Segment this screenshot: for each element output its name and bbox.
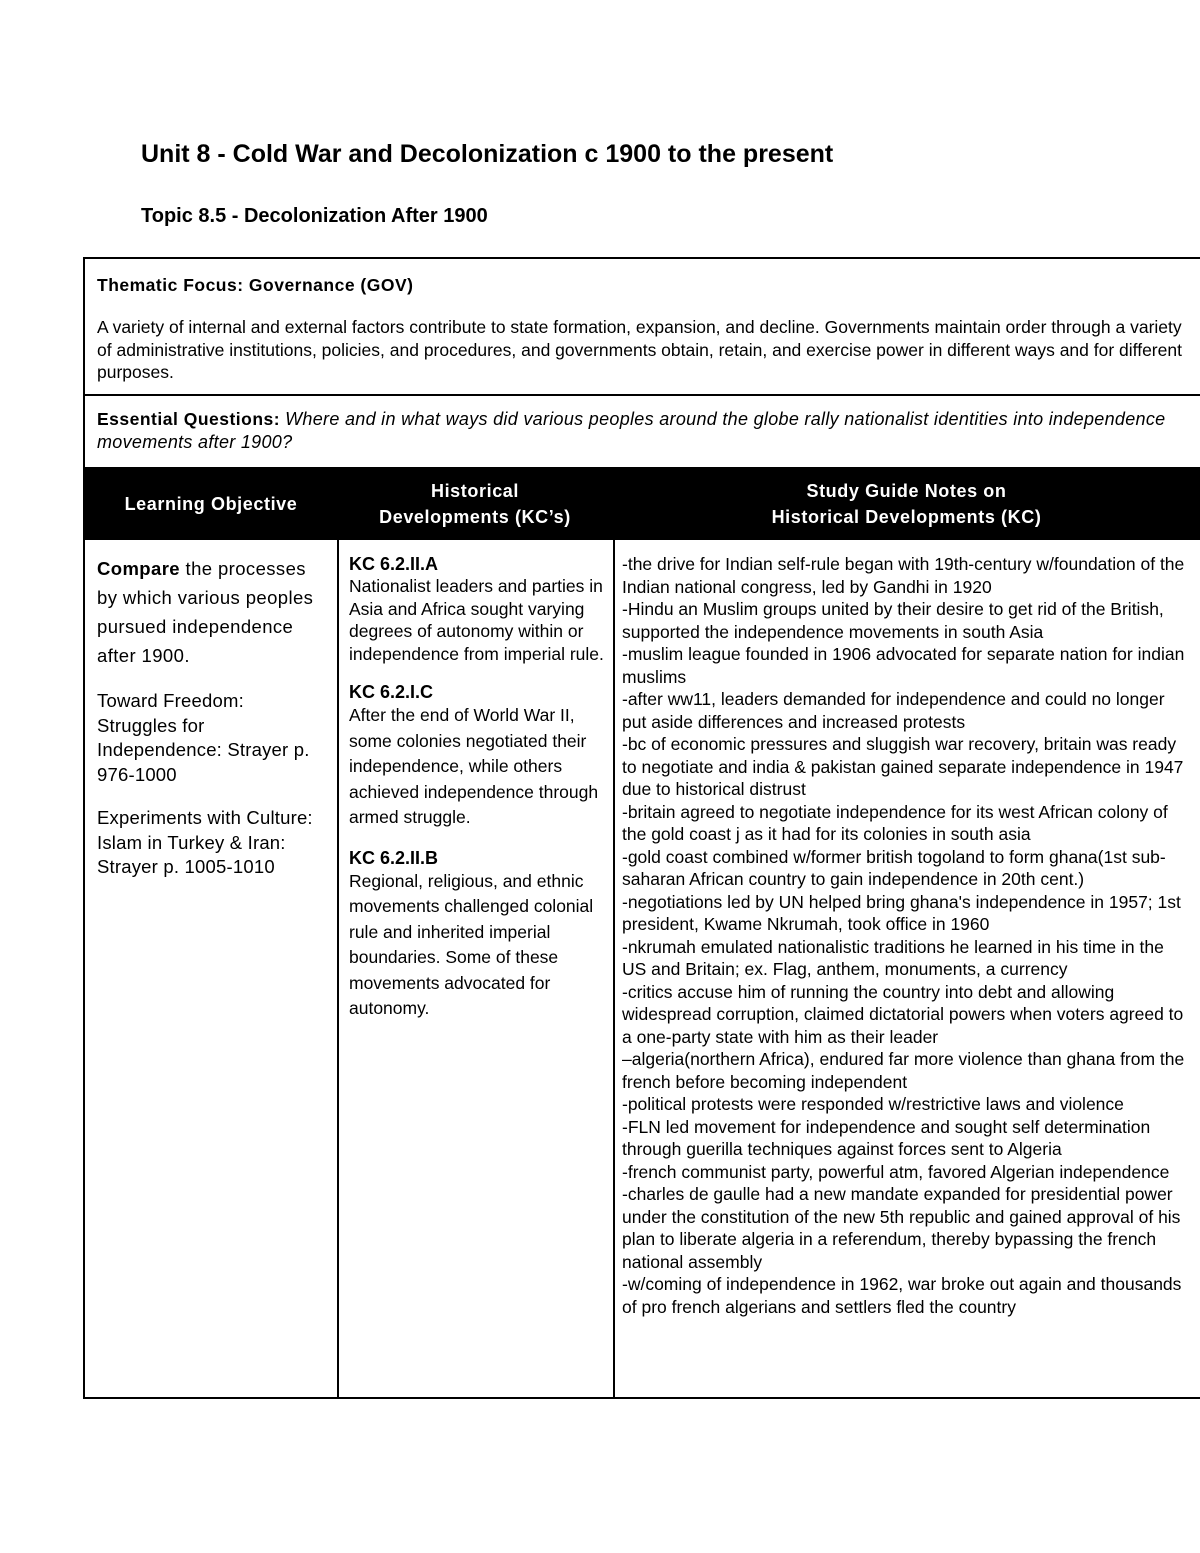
content-table	[83, 257, 1200, 1399]
note-item: -french communist party, powerful atm, favored Algerian independence	[622, 1161, 1170, 1182]
key-concept-text: After the end of World War II, some colonies negotiated their independence, while others achieved independence through armed struggle.	[349, 705, 599, 827]
reading-source: Experiments with Culture: Islam in Turkey & Iran: Strayer p. 1005-1010	[97, 807, 313, 877]
note-item: -after ww11, leaders demanded for independence and could no longer put aside differences and increased protests	[622, 689, 1165, 732]
note-item: -FLN led movement for independence and sought self determination through guerilla techniques against forces sent to Algeria	[622, 1116, 1151, 1159]
note-item: -Hindu an Muslim groups united by their desire to get rid of the British, supported the independence movements in south Asia	[622, 599, 1164, 642]
key-concept-text: Nationalist leaders and parties in Asia and Africa sought varying degrees of autonomy within or independence from imperial rule.	[349, 576, 604, 664]
thematic-focus-text: A variety of internal and external factors contribute to state formation, expansion, and decline. Governments maintain order through a variety of administrative institutions, policies, and procedures, and governments obtain, retain, and exercise power in different ways and for different purposes.	[97, 317, 1182, 382]
note-item: -w/coming of independence in 1962, war broke out again and thousands of pro french algerians and settlers fled the country	[622, 1274, 1182, 1317]
note-item: -political protests were responded w/restrictive laws and violence	[622, 1094, 1124, 1114]
note-item: -nkrumah emulated nationalistic traditions he learned in his time in the US and Britain; ex. Flag, anthem, monuments, a currency	[622, 936, 1164, 979]
thematic-focus-label: Thematic Focus: Governance (GOV)	[97, 275, 414, 295]
reading-source: Toward Freedom: Struggles for Independence: Strayer p. 976-1000	[97, 690, 310, 785]
key-concept	[349, 681, 605, 831]
header-historical-developments: Historical Developments (KC’s)	[379, 480, 571, 527]
learning-objective-cell	[85, 540, 337, 880]
header-study-guide-notes: Study Guide Notes on Historical Developments (KC)	[771, 480, 1042, 527]
key-concept-code: KC 6.2.II.A	[349, 554, 439, 574]
note-item: -charles de gaulle had a new mandate expanded for presidential power under the constitution of the new 5th republic and gained approval of his plan to liberate algeria in a referendum, thereby bypassing the french national assembly	[622, 1184, 1181, 1272]
key-concept-code: KC 6.2.I.C	[349, 682, 434, 702]
essential-questions-section	[85, 396, 1200, 467]
table-header-row	[85, 467, 1200, 540]
header-learning-objective: Learning Objective	[124, 493, 298, 514]
essential-questions-label: Essential Questions:	[97, 409, 281, 429]
thematic-focus-section	[85, 259, 1200, 396]
unit-title: Unit 8 - Cold War and Decolonization c 1900 to the present	[141, 140, 834, 168]
key-concept	[349, 553, 605, 665]
study-guide-notes-cell	[615, 540, 1200, 1318]
topic-title: Topic 8.5 - Decolonization After 1900	[141, 205, 488, 227]
learning-objective-text: Compare the processes by which various peoples pursued independence after 1900.	[97, 558, 314, 666]
essential-questions-text: Where and in what ways did various peoples around the globe rally nationalist identities into independence movements after 1900?	[97, 409, 1166, 452]
note-item: -negotiations led by UN helped bring ghana's independence in 1957; 1st president, Kwame Nkrumah, took office in 1960	[622, 891, 1181, 934]
note-item: -critics accuse him of running the country into debt and allowing widespread corruption, claimed dictatorial powers when voters agreed to a one-party state with him as their leader	[622, 981, 1184, 1047]
key-concepts-cell	[339, 540, 613, 1038]
table-body-row	[85, 540, 1200, 1399]
note-item: -gold coast combined w/former british togoland to form ghana(1st sub-saharan African country to gain independence in 20th cent.)	[622, 846, 1166, 889]
note-item: -the drive for Indian self-rule began with 19th-century w/foundation of the Indian national congress, led by Gandhi in 1920	[622, 554, 1185, 597]
note-item: –algeria(northern Africa), endured far more violence than ghana from the french before becoming independent	[622, 1049, 1185, 1092]
note-item: -britain agreed to negotiate independence for its west African colony of the gold coast j as it had for its colonies in south asia	[622, 801, 1168, 844]
key-concept-code: KC 6.2.II.B	[349, 847, 439, 868]
key-concept-text: Regional, religious, and ethnic movements challenged colonial rule and inherited imperial boundaries. Some of these movements advocated for autonomy.	[349, 870, 594, 1018]
key-concept	[349, 847, 605, 1022]
note-item: -muslim league founded in 1906 advocated for separate nation for indian muslims	[622, 644, 1185, 687]
note-item: -bc of economic pressures and sluggish war recovery, britain was ready to negotiate and india & pakistan gained separate independence in 1947 due to historical distrust	[622, 734, 1184, 799]
